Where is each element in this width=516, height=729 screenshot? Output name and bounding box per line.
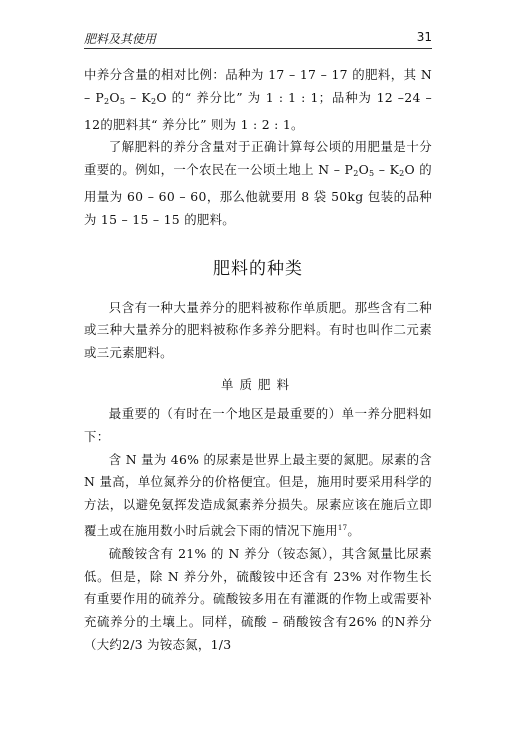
footnote-ref: 17 bbox=[337, 523, 348, 532]
paragraph-urea: 含 N 量为 46% 的尿素是世界上最主要的氮肥。尿素的含 N 量高，单位氮养分的价格便宜。但是，施用时要采用科学的方法，以避免氨挥发造成氮素养分损失。尿素应该在施后立即覆土或在施用数小时后就会下雨的情况下施用$^{17}$。 bbox=[84, 451, 432, 538]
page-header bbox=[84, 30, 432, 49]
paragraph-nutrient-ratio: 中养分含量的相对比例：品种为 17 – 17 – 17 的肥料，其 N – $P_2O_5 - K_2O$ 的“ 养分比” 为 1 : 1 : 1；品种为 12 –24 –12的肥料其“ 养分比” 则为 1 : 2 : 1。 bbox=[84, 67, 432, 132]
subsection-title: 单质肥料 bbox=[220, 376, 295, 392]
running-title: 肥料及其使用 bbox=[84, 32, 157, 46]
paragraph-fertilizer-types: 只含有一种大量养分的肥料被称作单质肥。那些含有二种或三种大量养分的肥料被称作多养分肥料。有时也叫作二元素或三元素肥料。 bbox=[84, 299, 432, 361]
paragraph-single-nutrient-intro: 最重要的（有时在一个地区是最重要的）单一养分肥料如下： bbox=[84, 405, 432, 444]
paragraph-nutrient-content: 了解肥料的养分含量对于正确计算每公顷的用肥量是十分重要的。例如，一个农民在一公顷土地上 N – $P_2O_5 - K_2O$ 的用量为 60 – 60 – 60，那么他就要用 8 袋 50kg 包装的品种为 15 – 15 – 15 的肥料。 bbox=[84, 139, 433, 227]
section-title: 肥料的种类 bbox=[213, 258, 303, 279]
paragraph-ammonium-sulfate: 硫酸铵含有 21% 的 N 养分（铵态氮），其含氮量比尿素低。但是，除 N 养分外，硫酸铵中还含有 23% 对作物生长有重要作用的硫养分。硫酸铵多用在有灌溉的作物上或需要补充硫养分的土壤上。同样，硫酸 – 硝酸铵含有26% 的N养分（大约2/3 为铵态氮，1/3 bbox=[84, 545, 432, 652]
page-number: 31 bbox=[416, 30, 432, 44]
page-body bbox=[84, 64, 432, 657]
